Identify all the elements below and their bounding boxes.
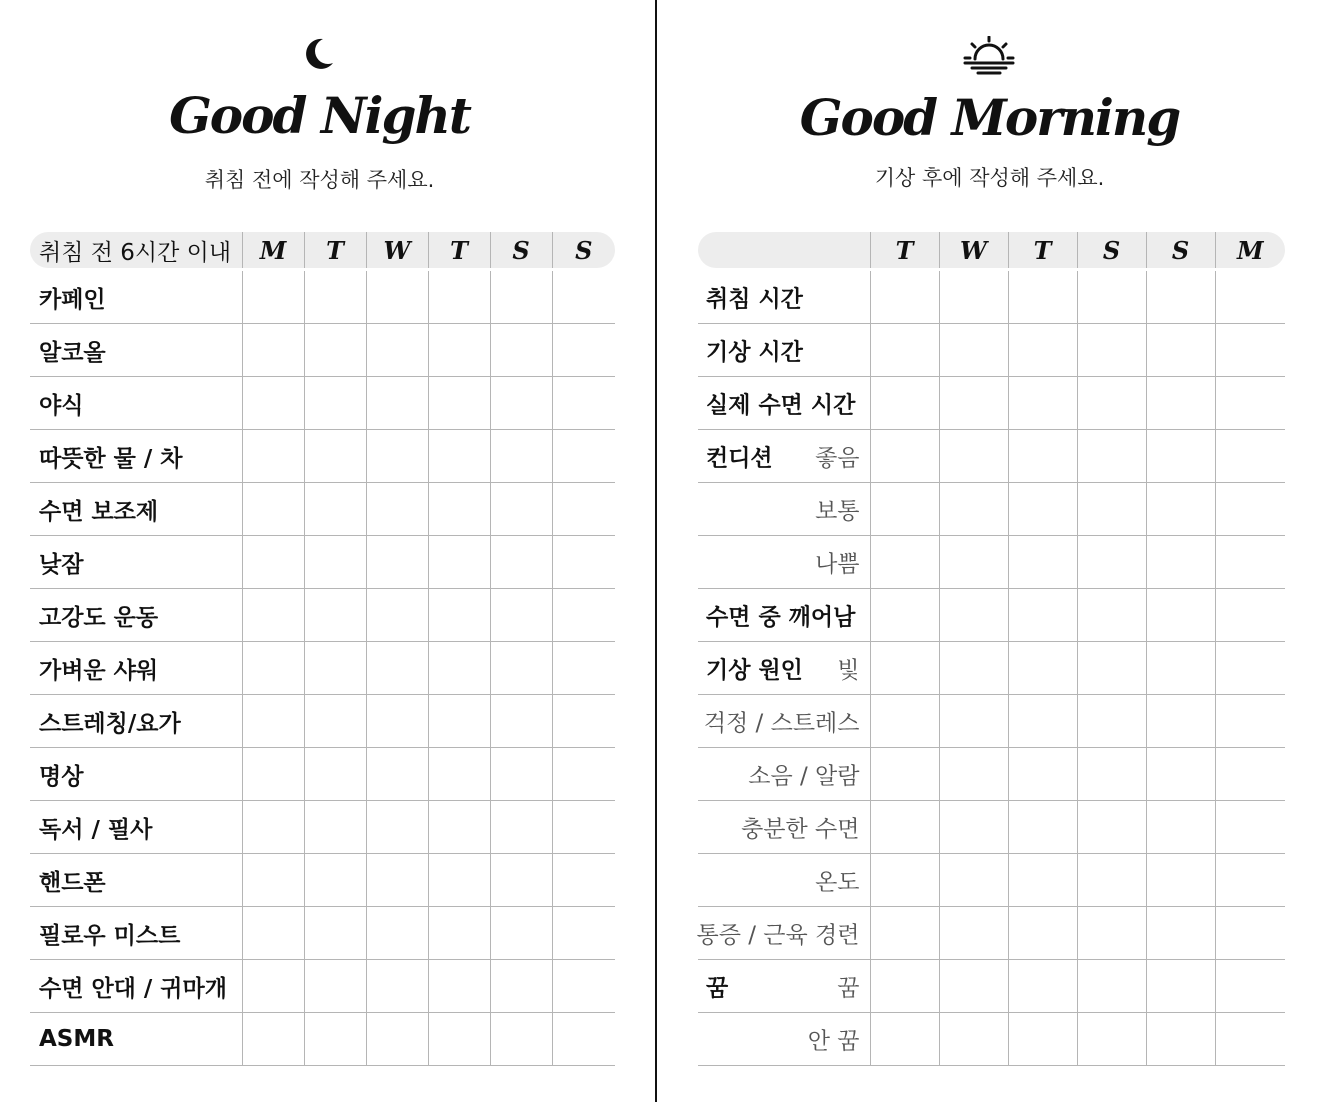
check-cell[interactable] bbox=[1008, 642, 1077, 695]
table-row bbox=[698, 536, 1285, 589]
check-cell[interactable] bbox=[1008, 377, 1077, 430]
check-cell[interactable] bbox=[870, 695, 939, 748]
check-cell[interactable] bbox=[304, 748, 366, 801]
row-label bbox=[698, 1013, 870, 1066]
check-cell[interactable] bbox=[1146, 695, 1215, 748]
check-cell[interactable] bbox=[939, 483, 1008, 536]
check-cell[interactable] bbox=[1008, 695, 1077, 748]
check-cell[interactable] bbox=[1215, 801, 1285, 854]
row-label: 가벼운 샤워 bbox=[30, 642, 242, 695]
check-cell[interactable] bbox=[242, 695, 304, 748]
check-cell[interactable] bbox=[428, 854, 490, 907]
page-subtitle: 기상 후에 작성해 주세요. bbox=[874, 166, 1105, 190]
day-header: W bbox=[939, 232, 1008, 268]
check-cell[interactable] bbox=[1146, 642, 1215, 695]
row-label bbox=[698, 960, 870, 1013]
row-label-main: 수면 중 깨어남 bbox=[706, 604, 856, 631]
check-cell[interactable] bbox=[1215, 536, 1285, 589]
row-label-option: 안 꿈 bbox=[807, 1028, 860, 1055]
check-cell[interactable] bbox=[428, 748, 490, 801]
check-cell[interactable] bbox=[939, 801, 1008, 854]
check-cell[interactable] bbox=[870, 854, 939, 907]
check-cell[interactable] bbox=[939, 854, 1008, 907]
check-cell[interactable] bbox=[1215, 324, 1285, 377]
check-cell[interactable] bbox=[1146, 907, 1215, 960]
check-cell[interactable] bbox=[490, 801, 552, 854]
check-cell[interactable] bbox=[366, 801, 428, 854]
check-cell[interactable] bbox=[1146, 1013, 1215, 1066]
check-cell[interactable] bbox=[366, 377, 428, 430]
check-cell[interactable] bbox=[1215, 960, 1285, 1013]
row-label: 고강도 운동 bbox=[30, 589, 242, 642]
table-row bbox=[30, 377, 615, 430]
check-cell[interactable] bbox=[1008, 536, 1077, 589]
check-cell[interactable] bbox=[1215, 854, 1285, 907]
table-row bbox=[30, 695, 615, 748]
table-row bbox=[698, 430, 1285, 483]
check-cell[interactable] bbox=[939, 589, 1008, 642]
row-label bbox=[698, 695, 870, 748]
check-cell[interactable] bbox=[1215, 377, 1285, 430]
row-label: 핸드폰 bbox=[30, 854, 242, 907]
check-cell[interactable] bbox=[490, 695, 552, 748]
check-cell[interactable] bbox=[1215, 748, 1285, 801]
row-label: 수면 안대 / 귀마개 bbox=[30, 960, 242, 1013]
check-cell[interactable] bbox=[242, 748, 304, 801]
check-cell[interactable] bbox=[1215, 589, 1285, 642]
check-cell[interactable] bbox=[1215, 483, 1285, 536]
check-cell[interactable] bbox=[552, 377, 615, 430]
check-cell[interactable] bbox=[366, 271, 428, 324]
row-label-main: 취침 시간 bbox=[706, 286, 803, 313]
page-subtitle: 취침 전에 작성해 주세요. bbox=[204, 168, 435, 192]
row-label: 필로우 미스트 bbox=[30, 907, 242, 960]
row-label-option: 소음 / 알람 bbox=[748, 763, 860, 790]
check-cell[interactable] bbox=[1077, 642, 1146, 695]
check-cell[interactable] bbox=[428, 324, 490, 377]
check-cell[interactable] bbox=[428, 695, 490, 748]
table-row bbox=[698, 748, 1285, 801]
check-cell[interactable] bbox=[1146, 483, 1215, 536]
row-label-main: 실제 수면 시간 bbox=[706, 392, 856, 419]
check-cell[interactable] bbox=[870, 536, 939, 589]
check-cell[interactable] bbox=[428, 642, 490, 695]
check-cell[interactable] bbox=[1146, 801, 1215, 854]
row-label bbox=[698, 907, 870, 960]
check-cell[interactable] bbox=[552, 483, 615, 536]
table-row bbox=[698, 1013, 1285, 1066]
table-row bbox=[30, 324, 615, 377]
check-cell[interactable] bbox=[242, 907, 304, 960]
check-cell[interactable] bbox=[428, 536, 490, 589]
day-header: T bbox=[1008, 232, 1077, 268]
row-label bbox=[698, 801, 870, 854]
check-cell[interactable] bbox=[552, 324, 615, 377]
check-cell[interactable] bbox=[870, 324, 939, 377]
header-label: 취침 전 6시간 이내 bbox=[30, 232, 242, 268]
check-cell[interactable] bbox=[1077, 854, 1146, 907]
check-cell[interactable] bbox=[939, 430, 1008, 483]
check-cell[interactable] bbox=[1077, 483, 1146, 536]
check-cell[interactable] bbox=[304, 907, 366, 960]
check-cell[interactable] bbox=[242, 854, 304, 907]
check-cell[interactable] bbox=[242, 377, 304, 430]
check-cell[interactable] bbox=[304, 695, 366, 748]
check-cell[interactable] bbox=[1215, 695, 1285, 748]
check-cell[interactable] bbox=[552, 748, 615, 801]
check-cell[interactable] bbox=[490, 589, 552, 642]
check-cell[interactable] bbox=[552, 642, 615, 695]
check-cell[interactable] bbox=[552, 271, 615, 324]
table-row bbox=[698, 271, 1285, 324]
check-cell[interactable] bbox=[870, 1013, 939, 1066]
check-cell[interactable] bbox=[366, 748, 428, 801]
check-cell[interactable] bbox=[870, 960, 939, 1013]
row-label-option: 걱정 / 스트레스 bbox=[703, 710, 860, 737]
check-cell[interactable] bbox=[490, 960, 552, 1013]
check-cell[interactable] bbox=[304, 589, 366, 642]
check-cell[interactable] bbox=[1008, 748, 1077, 801]
check-cell[interactable] bbox=[939, 960, 1008, 1013]
day-header: T bbox=[870, 232, 939, 268]
check-cell[interactable] bbox=[552, 801, 615, 854]
check-cell[interactable] bbox=[304, 1013, 366, 1066]
check-cell[interactable] bbox=[304, 642, 366, 695]
row-label-option: 빛 bbox=[837, 657, 860, 684]
row-label bbox=[698, 642, 870, 695]
check-cell[interactable] bbox=[490, 430, 552, 483]
check-cell[interactable] bbox=[870, 748, 939, 801]
check-cell[interactable] bbox=[1215, 430, 1285, 483]
table-row bbox=[30, 642, 615, 695]
table-row bbox=[30, 801, 615, 854]
check-cell[interactable] bbox=[366, 907, 428, 960]
row-label-option: 나쁨 bbox=[815, 551, 860, 578]
check-cell[interactable] bbox=[1077, 324, 1146, 377]
check-cell[interactable] bbox=[1077, 1013, 1146, 1066]
row-label: 수면 보조제 bbox=[30, 483, 242, 536]
check-cell[interactable] bbox=[552, 536, 615, 589]
check-cell[interactable] bbox=[1146, 748, 1215, 801]
row-label: 야식 bbox=[30, 377, 242, 430]
check-cell[interactable] bbox=[1146, 271, 1215, 324]
night-checklist-table bbox=[30, 232, 615, 1066]
day-header: T bbox=[428, 232, 490, 268]
check-cell[interactable] bbox=[490, 483, 552, 536]
table-row bbox=[698, 377, 1285, 430]
check-cell[interactable] bbox=[366, 483, 428, 536]
check-cell[interactable] bbox=[366, 536, 428, 589]
check-cell[interactable] bbox=[870, 642, 939, 695]
check-cell[interactable] bbox=[366, 854, 428, 907]
page-title: Good Morning bbox=[799, 88, 1180, 147]
row-label-option: 통증 / 근육 경련 bbox=[696, 922, 860, 949]
check-cell[interactable] bbox=[1008, 854, 1077, 907]
table-row bbox=[30, 271, 615, 324]
check-cell[interactable] bbox=[870, 430, 939, 483]
check-cell[interactable] bbox=[939, 1013, 1008, 1066]
check-cell[interactable] bbox=[1077, 801, 1146, 854]
day-header: T bbox=[304, 232, 366, 268]
row-label-main: 기상 원인 bbox=[706, 657, 803, 684]
morning-checklist-table bbox=[698, 232, 1285, 1066]
table-row bbox=[30, 536, 615, 589]
check-cell[interactable] bbox=[939, 642, 1008, 695]
row-label-option: 충분한 수면 bbox=[741, 816, 860, 843]
row-label-main: 기상 시간 bbox=[706, 339, 803, 366]
check-cell[interactable] bbox=[1077, 536, 1146, 589]
check-cell[interactable] bbox=[552, 430, 615, 483]
check-cell[interactable] bbox=[939, 695, 1008, 748]
check-cell[interactable] bbox=[1077, 695, 1146, 748]
check-cell[interactable] bbox=[552, 1013, 615, 1066]
day-header: S bbox=[552, 232, 615, 268]
row-label bbox=[698, 377, 870, 430]
check-cell[interactable] bbox=[428, 271, 490, 324]
day-header: W bbox=[366, 232, 428, 268]
check-cell[interactable] bbox=[552, 960, 615, 1013]
day-header: S bbox=[1146, 232, 1215, 268]
row-label: 낮잠 bbox=[30, 536, 242, 589]
row-label bbox=[698, 430, 870, 483]
table-row bbox=[30, 1013, 615, 1066]
check-cell[interactable] bbox=[1008, 483, 1077, 536]
check-cell[interactable] bbox=[939, 271, 1008, 324]
check-cell[interactable] bbox=[242, 589, 304, 642]
check-cell[interactable] bbox=[552, 589, 615, 642]
check-cell[interactable] bbox=[490, 642, 552, 695]
check-cell[interactable] bbox=[366, 960, 428, 1013]
table-row bbox=[698, 801, 1285, 854]
check-cell[interactable] bbox=[242, 324, 304, 377]
check-cell[interactable] bbox=[1077, 271, 1146, 324]
check-cell[interactable] bbox=[428, 483, 490, 536]
check-cell[interactable] bbox=[490, 907, 552, 960]
row-label: 독서 / 필사 bbox=[30, 801, 242, 854]
header-label bbox=[698, 232, 870, 268]
check-cell[interactable] bbox=[552, 695, 615, 748]
check-cell[interactable] bbox=[366, 430, 428, 483]
check-cell[interactable] bbox=[490, 536, 552, 589]
check-cell[interactable] bbox=[304, 960, 366, 1013]
check-cell[interactable] bbox=[242, 801, 304, 854]
page-title: Good Night bbox=[169, 86, 470, 145]
check-cell[interactable] bbox=[1215, 1013, 1285, 1066]
check-cell[interactable] bbox=[304, 430, 366, 483]
table-row bbox=[698, 960, 1285, 1013]
day-header: M bbox=[242, 232, 304, 268]
check-cell[interactable] bbox=[870, 483, 939, 536]
check-cell[interactable] bbox=[304, 483, 366, 536]
check-cell[interactable] bbox=[366, 589, 428, 642]
check-cell[interactable] bbox=[1215, 642, 1285, 695]
check-cell[interactable] bbox=[304, 377, 366, 430]
check-cell[interactable] bbox=[242, 1013, 304, 1066]
row-label-option: 좋음 bbox=[815, 445, 860, 472]
row-label: ASMR bbox=[30, 1013, 242, 1066]
check-cell[interactable] bbox=[428, 377, 490, 430]
check-cell[interactable] bbox=[242, 960, 304, 1013]
check-cell[interactable] bbox=[939, 907, 1008, 960]
row-label bbox=[698, 536, 870, 589]
check-cell[interactable] bbox=[304, 324, 366, 377]
check-cell[interactable] bbox=[1008, 907, 1077, 960]
check-cell[interactable] bbox=[490, 748, 552, 801]
check-cell[interactable] bbox=[1077, 748, 1146, 801]
row-label-option: 온도 bbox=[815, 869, 860, 896]
check-cell[interactable] bbox=[304, 271, 366, 324]
table-row bbox=[698, 854, 1285, 907]
row-label bbox=[698, 271, 870, 324]
row-label bbox=[698, 324, 870, 377]
check-cell[interactable] bbox=[1077, 377, 1146, 430]
row-label: 스트레칭/요가 bbox=[30, 695, 242, 748]
table-row bbox=[30, 854, 615, 907]
check-cell[interactable] bbox=[870, 907, 939, 960]
table-row bbox=[30, 960, 615, 1013]
moon-icon bbox=[303, 37, 335, 71]
check-cell[interactable] bbox=[1008, 324, 1077, 377]
check-cell[interactable] bbox=[1077, 589, 1146, 642]
check-cell[interactable] bbox=[1146, 536, 1215, 589]
table-row bbox=[698, 324, 1285, 377]
table-row bbox=[698, 483, 1285, 536]
check-cell[interactable] bbox=[490, 271, 552, 324]
check-cell[interactable] bbox=[428, 430, 490, 483]
check-cell[interactable] bbox=[939, 748, 1008, 801]
check-cell[interactable] bbox=[1008, 801, 1077, 854]
row-label bbox=[698, 589, 870, 642]
row-label: 따뜻한 물 / 차 bbox=[30, 430, 242, 483]
row-label: 명상 bbox=[30, 748, 242, 801]
check-cell[interactable] bbox=[1146, 430, 1215, 483]
table-row bbox=[698, 907, 1285, 960]
table-row bbox=[698, 589, 1285, 642]
check-cell[interactable] bbox=[1146, 377, 1215, 430]
check-cell[interactable] bbox=[366, 1013, 428, 1066]
check-cell[interactable] bbox=[366, 324, 428, 377]
check-cell[interactable] bbox=[242, 536, 304, 589]
table-header-row bbox=[30, 232, 615, 268]
check-cell[interactable] bbox=[366, 642, 428, 695]
check-cell[interactable] bbox=[366, 695, 428, 748]
day-header: S bbox=[1077, 232, 1146, 268]
check-cell[interactable] bbox=[870, 801, 939, 854]
row-label bbox=[698, 748, 870, 801]
check-cell[interactable] bbox=[1008, 1013, 1077, 1066]
check-cell[interactable] bbox=[1146, 324, 1215, 377]
check-cell[interactable] bbox=[1215, 271, 1285, 324]
check-cell[interactable] bbox=[1146, 589, 1215, 642]
check-cell[interactable] bbox=[428, 801, 490, 854]
check-cell[interactable] bbox=[490, 377, 552, 430]
check-cell[interactable] bbox=[1008, 271, 1077, 324]
check-cell[interactable] bbox=[304, 854, 366, 907]
check-cell[interactable] bbox=[490, 1013, 552, 1066]
table-row bbox=[30, 748, 615, 801]
row-label bbox=[698, 854, 870, 907]
day-header: S bbox=[490, 232, 552, 268]
check-cell[interactable] bbox=[1008, 960, 1077, 1013]
row-label-main: 꿈 bbox=[706, 975, 729, 1002]
check-cell[interactable] bbox=[1077, 907, 1146, 960]
row-label bbox=[698, 483, 870, 536]
table-row bbox=[30, 483, 615, 536]
check-cell[interactable] bbox=[1146, 960, 1215, 1013]
check-cell[interactable] bbox=[242, 642, 304, 695]
row-label: 알코올 bbox=[30, 324, 242, 377]
check-cell[interactable] bbox=[428, 589, 490, 642]
check-cell[interactable] bbox=[490, 854, 552, 907]
row-label: 카페인 bbox=[30, 271, 242, 324]
check-cell[interactable] bbox=[242, 271, 304, 324]
check-cell[interactable] bbox=[1215, 907, 1285, 960]
sunrise-icon bbox=[962, 36, 1016, 76]
check-cell[interactable] bbox=[1008, 589, 1077, 642]
check-cell[interactable] bbox=[428, 960, 490, 1013]
table-header-row bbox=[698, 232, 1285, 268]
check-cell[interactable] bbox=[428, 1013, 490, 1066]
check-cell[interactable] bbox=[939, 377, 1008, 430]
check-cell[interactable] bbox=[1008, 430, 1077, 483]
check-cell[interactable] bbox=[939, 536, 1008, 589]
table-row bbox=[698, 695, 1285, 748]
check-cell[interactable] bbox=[304, 536, 366, 589]
check-cell[interactable] bbox=[242, 430, 304, 483]
check-cell[interactable] bbox=[870, 589, 939, 642]
check-cell[interactable] bbox=[428, 907, 490, 960]
day-header: M bbox=[1215, 232, 1285, 268]
row-label-main: 컨디션 bbox=[706, 445, 773, 472]
check-cell[interactable] bbox=[552, 854, 615, 907]
check-cell[interactable] bbox=[490, 324, 552, 377]
row-label-option: 꿈 bbox=[837, 975, 860, 1002]
table-row bbox=[698, 642, 1285, 695]
table-row bbox=[30, 589, 615, 642]
check-cell[interactable] bbox=[870, 377, 939, 430]
check-cell[interactable] bbox=[1146, 854, 1215, 907]
table-row bbox=[30, 907, 615, 960]
check-cell[interactable] bbox=[870, 271, 939, 324]
check-cell[interactable] bbox=[304, 801, 366, 854]
check-cell[interactable] bbox=[939, 324, 1008, 377]
check-cell[interactable] bbox=[1077, 960, 1146, 1013]
row-label-option: 보통 bbox=[815, 498, 860, 525]
check-cell[interactable] bbox=[242, 483, 304, 536]
table-row bbox=[30, 430, 615, 483]
check-cell[interactable] bbox=[552, 907, 615, 960]
check-cell[interactable] bbox=[1077, 430, 1146, 483]
